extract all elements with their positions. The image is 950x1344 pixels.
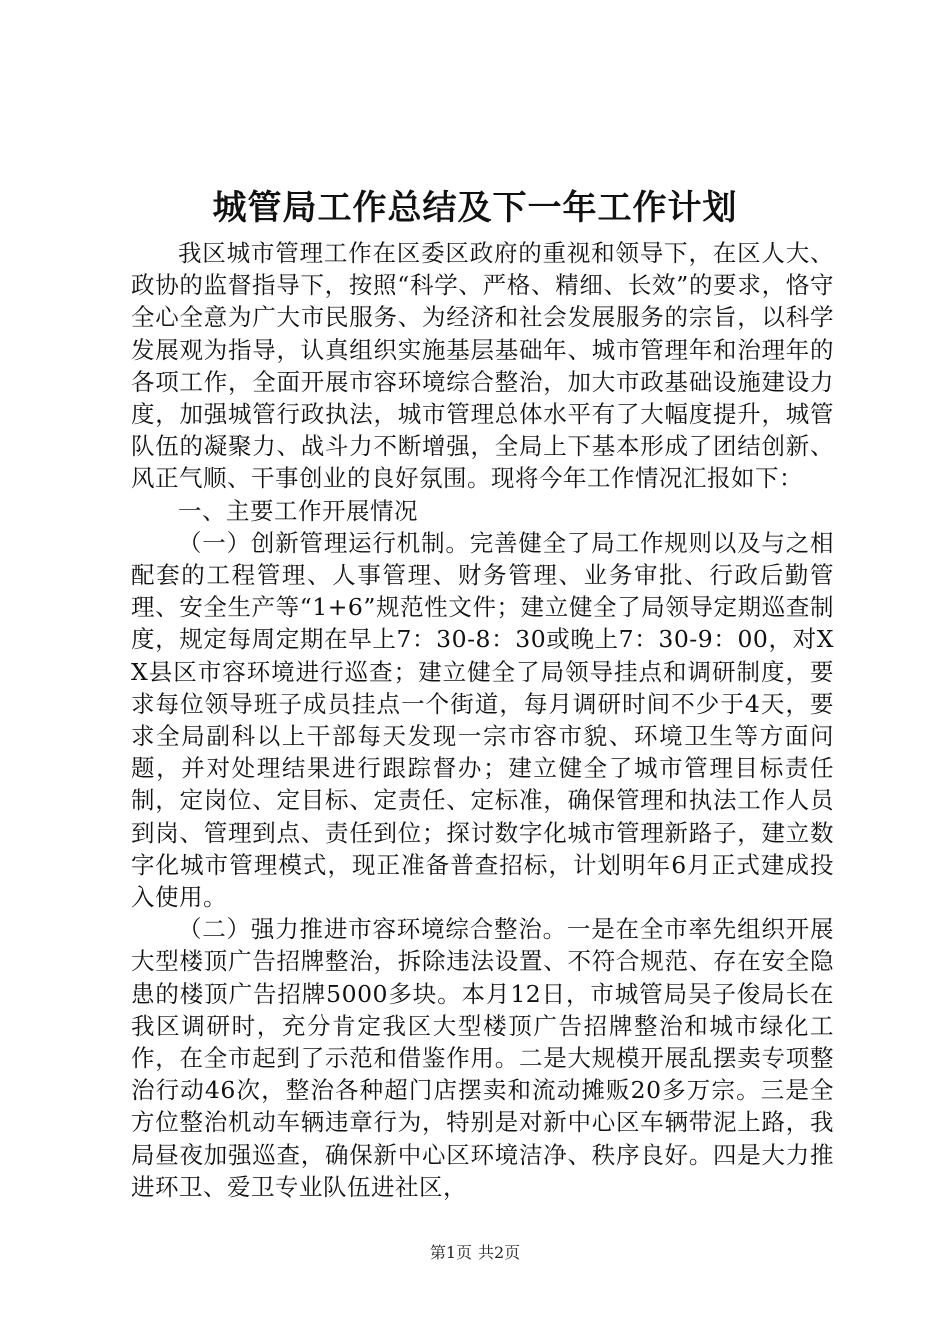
document-body <box>131 237 834 1203</box>
intro-paragraph: 我区城市管理工作在区委区政府的重视和领导下，在区人大、政协的监督指导下，按照“科学、严格、精细、长效”的要求，恪守全心全意为广大市民服务、为经济和社会发展服务的宗旨，以科学发展观为指导，认真组织实施基层基础年、城市管理年和治理年的各项工作，全面开展市容环境综合整治，加大市政基础设施建设力度，加强城管行政执法，城市管理总体水平有了大幅度提升，城管队伍的凝聚力、战斗力不断增强，全局上下基本形成了团结创新、风正气顺、干事创业的良好氛围。现将今年工作情况汇报如下： <box>131 239 834 493</box>
document-title: 城管局工作总结及下一年工作计划 <box>212 188 738 228</box>
section-paragraph-1: （一）创新管理运行机制。完善健全了局工作规则以及与之相配套的工程管理、人事管理、财务管理、业务审批、行政后勤管理、安全生产等“1+6”规范性文件；建立健全了局领导定期巡查制度，规定每周定期在早上7：30-8：30或晚上7：30-9：00，对XX县区市容环境进行巡查；建立健全了局领导挂点和调研制度，要求每位领导班子成员挂点一个街道，每月调研时间不少于4天，要求全局副科以上干部每天发现一宗市容市貌、环境卫生等方面问题，并对处理结果进行跟踪督办；建立健全了城市管理目标责任制，定岗位、定目标、定责任、定标准，确保管理和执法工作人员到岗、管理到点、责任到位；探讨数字化城市管理新路子，建立数字化城市管理模式，现正准备普查招标，计划明年6月正式建成投入使用。 <box>131 528 834 912</box>
section-paragraph-2: （二）强力推进市容环境综合整治。一是在全市率先组织开展大型楼顶广告招牌整治，拆除违法设置、不符合规范、存在安全隐患的楼顶广告招牌5000多块。本月12日，市城管局吴子俊局长在我区调研时，充分肯定我区大型楼顶广告招牌整治和城市绿化工作，在全市起到了示范和借鉴作用。二是大规模开展乱摆卖专项整治行动46次，整治各种超门店摆卖和流动摊贩20多万宗。三是全方位整治机动车辆违章行为，特别是对新中心区车辆带泥上路，我局昼夜加强巡查，确保新中心区环境洁净、秩序良好。四是大力推进环卫、爱卫专业队伍进社区， <box>131 915 834 1201</box>
page-total: 共2页 <box>478 1243 521 1262</box>
page-footer <box>0 1242 950 1264</box>
page-number: 第1页 <box>429 1243 472 1262</box>
section-heading: 一、主要工作开展情况 <box>178 496 418 525</box>
